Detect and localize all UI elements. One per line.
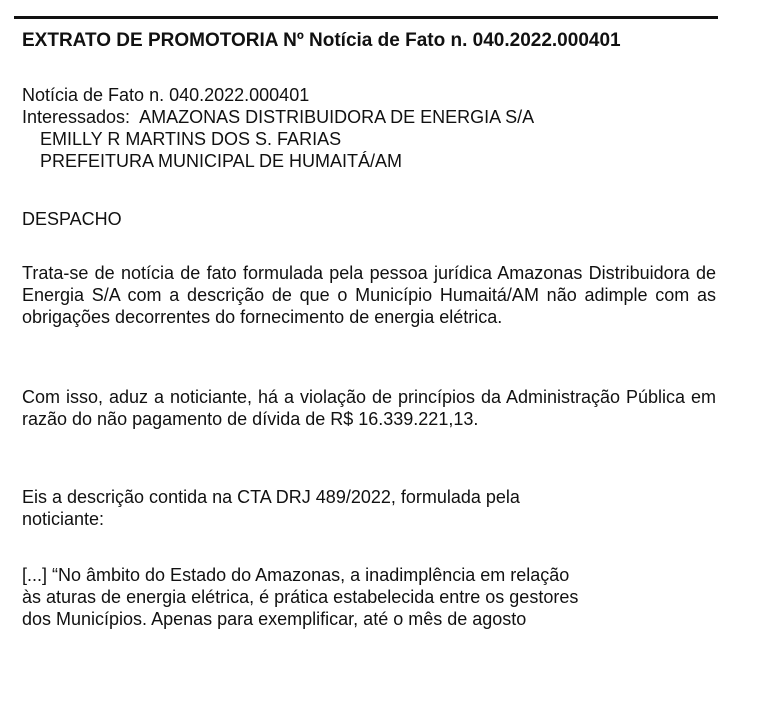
quote-line: às aturas de energia elétrica, é prática estabelecida entre os gestores bbox=[22, 587, 579, 607]
document-title: EXTRATO DE PROMOTORIA Nº Notícia de Fato n. 040.2022.000401 bbox=[22, 30, 621, 51]
interessado-3: PREFEITURA MUNICIPAL DE HUMAITÁ/AM bbox=[40, 151, 403, 171]
interessados-line bbox=[22, 106, 534, 128]
paragraph-1: Trata-se de notícia de fato formulada pela pessoa jurídica Amazonas Distribuidora de Energia S/A com a descrição de que o Município Humaitá/AM não adimple com as obrigações decorrentes do fornecimento de energia elétrica. bbox=[22, 263, 716, 327]
interessado-2: EMILLY R MARTINS DOS S. FARIAS bbox=[40, 129, 342, 149]
quote-line: dos Municípios. Apenas para exemplificar, até o mês de agosto bbox=[22, 609, 527, 629]
interessado-1: AMAZONAS DISTRIBUIDORA DE ENERGIA S/A bbox=[139, 107, 535, 127]
interessados-label: Interessados: bbox=[22, 107, 131, 127]
paragraph-3 bbox=[22, 486, 520, 530]
quote-line: [...] “No âmbito do Estado do Amazonas, a inadimplência em relação bbox=[22, 565, 570, 585]
quote-block bbox=[22, 564, 578, 630]
noticia-line: Notícia de Fato n. 040.2022.000401 bbox=[22, 85, 310, 105]
section-heading: DESPACHO bbox=[22, 209, 122, 229]
top-rule bbox=[14, 16, 718, 19]
paragraph-3-line: Eis a descrição contida na CTA DRJ 489/2022, formulada pela bbox=[22, 487, 520, 507]
paragraph-2: Com isso, aduz a noticiante, há a violação de princípios da Administração Pública em razão do não pagamento de dívida de R$ 16.339.221,13. bbox=[22, 387, 716, 429]
paragraph-3-line: noticiante: bbox=[22, 509, 105, 529]
meta-block bbox=[22, 84, 534, 172]
